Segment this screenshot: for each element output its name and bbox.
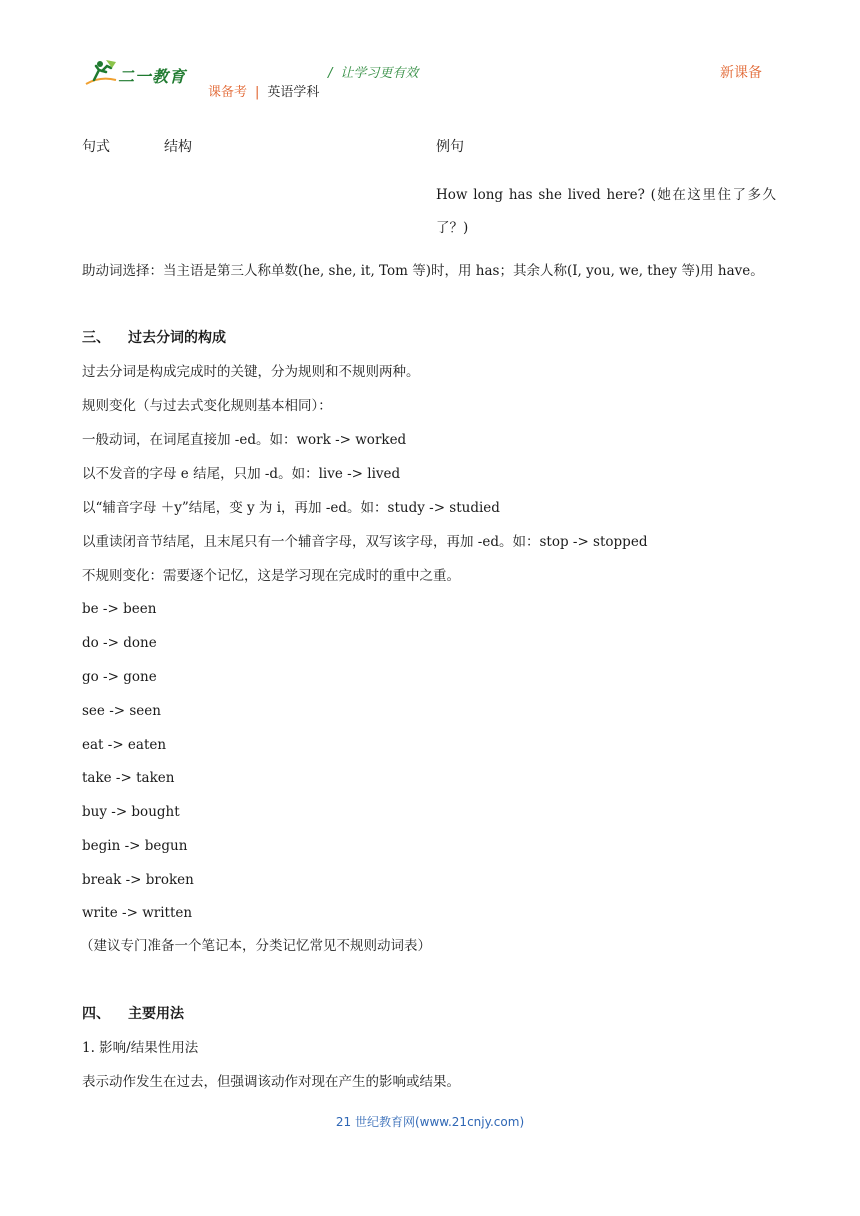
- irregular-verb: be -> been: [82, 601, 157, 617]
- section-3-title: [82, 329, 226, 347]
- regular-title: 规则变化（与过去式变化规则基本相同）：: [82, 398, 332, 414]
- slogan-slash: /: [328, 66, 333, 81]
- logo-text: 二一教育: [118, 67, 187, 86]
- irregular-verb: go -> gone: [82, 669, 157, 685]
- header-tag: 新课备: [720, 65, 762, 81]
- rule-item: 以不发音的字母 e 结尾，只加 -d。如：live -> lived: [82, 466, 401, 482]
- rule-item: 以“辅音字母 ＋y”结尾，变 y 为 i，再加 -ed。如：study -> studied: [82, 500, 500, 516]
- col-header-sentence: 句式: [82, 139, 110, 155]
- subject-prefix: 课备考: [208, 85, 248, 100]
- col-header-example: 例句: [436, 139, 464, 155]
- section-3-heading: 过去分词的构成: [128, 330, 226, 346]
- subject-separator: |: [255, 85, 260, 100]
- section-4-title: [82, 1005, 184, 1023]
- irregular-verb: eat -> eaten: [82, 737, 167, 753]
- irregular-verb: break -> broken: [82, 872, 194, 888]
- page-header: [0, 0, 860, 110]
- usage-subtitle: 1. 影响/结果性用法: [82, 1040, 199, 1056]
- section-3-intro: 过去分词是构成完成时的关键，分为规则和不规则两种。: [82, 364, 420, 380]
- irregular-verb: do -> done: [82, 635, 157, 651]
- irregular-verb: buy -> bought: [82, 804, 180, 820]
- section-3-number: 三、: [82, 330, 110, 346]
- section-4-number: 四、: [82, 1006, 110, 1022]
- irregular-verb: write -> written: [82, 905, 193, 921]
- rule-item: 以重读闭音节结尾，且末尾只有一个辅音字母，双写该字母，再加 -ed。如：stop -> stopped: [82, 534, 648, 550]
- irregular-verb: take -> taken: [82, 770, 175, 786]
- irregular-title: 不规则变化：需要逐个记忆，这是学习现在完成时的重中之重。: [82, 568, 460, 584]
- irregular-verb: see -> seen: [82, 703, 161, 719]
- footer-link[interactable]: 21 世纪教育网(www.21cnjy.com): [335, 1115, 525, 1129]
- study-tip: （建议专门准备一个笔记本，分类记忆常见不规则动词表）: [80, 938, 431, 954]
- usage-description: 表示动作发生在过去，但强调该动作对现在产生的影响或结果。: [82, 1074, 460, 1090]
- aux-verb-note: 助动词选择：当主语是第三人称单数(he, she, it, Tom 等)时，用 has；其余人称(I, you, we, they 等)用 have。: [82, 263, 764, 279]
- slogan: [328, 62, 418, 81]
- example-sentence: How long has she lived here? (她在这里住了多久了？): [436, 187, 776, 236]
- subject-name: 英语学科: [267, 85, 320, 100]
- rule-item: 一般动词，在词尾直接加 -ed。如：work -> worked: [82, 432, 407, 448]
- col-header-structure: 结构: [164, 139, 192, 155]
- subject-line: [208, 81, 319, 100]
- slogan-text: 让学习更有效: [340, 66, 419, 81]
- irregular-verb: begin -> begun: [82, 838, 188, 854]
- section-4-heading: 主要用法: [128, 1006, 184, 1022]
